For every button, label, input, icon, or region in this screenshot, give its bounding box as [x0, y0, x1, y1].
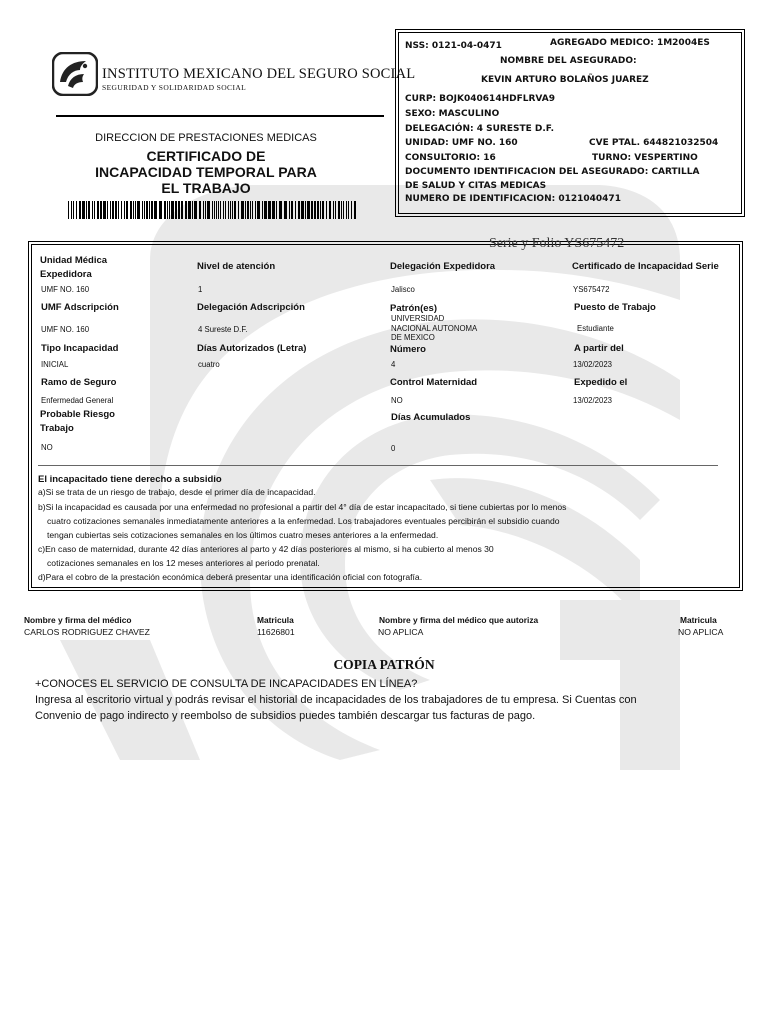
matricula-value: 11626801	[257, 627, 295, 637]
ramo-seguro-value: Enfermedad General	[41, 396, 114, 405]
certificate-title-line-2: INCAPACIDAD TEMPORAL PARA	[95, 164, 317, 180]
unidad-medica-label-line-1: Unidad Médica	[40, 255, 108, 266]
patron-value-line-3: DE MEXICO	[391, 333, 435, 342]
certificado-serie-value: YS675472	[573, 285, 610, 294]
header-divider	[56, 115, 384, 117]
probable-riesgo-label-line-1: Probable Riesgo	[40, 409, 115, 420]
expedido-value: 13/02/2023	[573, 396, 613, 405]
turno: TURNO: VESPERTINO	[592, 153, 698, 163]
patron-value-line-2: NACIONAL AUTONOMA	[391, 323, 478, 333]
subsidio-note-a: a)Si se trata de un riesgo de trabajo, desde el primer día de incapacidad.	[38, 487, 316, 497]
delegacion-adscripcion-label: Delegación Adscripción	[197, 302, 305, 313]
control-maternidad-label: Control Maternidad	[390, 377, 478, 388]
dias-autorizados-label: Días Autorizados (Letra)	[197, 343, 307, 354]
serie-folio: Serie y Folio YS675472	[489, 236, 625, 251]
subsidio-note-b-line-2: cuatro cotizaciones semanales inmediatamente anteriores a la enfermedad. Los trabajadores eventuales percibirán el subsidio cuando	[47, 516, 560, 526]
unidad-medica-label	[40, 254, 107, 282]
cve-ptal: CVE PTAL. 644821032504	[589, 138, 719, 148]
numero-value: 4	[391, 360, 396, 369]
institution-subtitle: SEGURIDAD Y SOLIDARIDAD SOCIAL	[102, 83, 247, 92]
subsidio-note-b-line-3: tengan cubiertas seis cotizaciones semanales en los últimos cuatro meses anteriores a la enfermedad.	[47, 530, 439, 540]
patron-value	[391, 314, 477, 343]
puesto-trabajo-label: Puesto de Trabajo	[574, 302, 656, 313]
subsidio-note-c-line-2: cotizaciones semanales en los 12 meses anteriores al periodo prenatal.	[47, 558, 320, 568]
curp: CURP: BOJK040614HDFLRVA9	[405, 94, 555, 104]
certificate-title-line-1: CERTIFICADO DE	[146, 148, 266, 164]
promo-line-3: Convenio de pago indirecto y reembolso de subsidios puedes también descargar tus facturas de pago.	[35, 710, 536, 722]
umf-adscripcion-label: UMF Adscripción	[41, 302, 119, 313]
nivel-atencion-value: 1	[198, 285, 203, 294]
delegacion-expedidora-label: Delegación Expedidora	[390, 261, 496, 272]
subsidio-note-d: d)Para el cobro de la prestación económica deberá presentar una identificación oficial con fotografía.	[38, 572, 423, 582]
medico-autoriza-label: Nombre y firma del médico que autoriza	[379, 615, 539, 625]
unidad: UNIDAD: UMF NO. 160	[405, 138, 518, 148]
expedido-label: Expedido el	[574, 377, 628, 388]
dias-acumulados-label: Días Acumulados	[391, 412, 471, 423]
unidad-medica-label-line-2: Expedidora	[40, 269, 92, 280]
a-partir-value: 13/02/2023	[573, 360, 613, 369]
ramo-seguro-label: Ramo de Seguro	[41, 377, 117, 388]
nivel-atencion-label: Nivel de atención	[197, 261, 276, 272]
consultorio: CONSULTORIO: 16	[405, 153, 496, 163]
medico-value: CARLOS RODRIGUEZ CHAVEZ	[24, 627, 150, 637]
promo-line-2: Ingresa al escritorio virtual y podrás revisar el historial de incapacidades de los trabajadores de tu empresa. Si Cuentas con	[35, 694, 637, 706]
nss: NSS: 0121-04-0471	[405, 41, 502, 51]
subsidio-note-c: c)En caso de maternidad, durante 42 días anteriores al parto y 42 días posteriores al mismo, si ha cubierto al menos 30	[38, 544, 494, 554]
matricula-autoriza-label: Matricula	[680, 615, 717, 625]
promo-line-1: +CONOCES EL SERVICIO DE CONSULTA DE INCAPACIDADES EN LÍNEA?	[35, 678, 418, 690]
unidad-medica-value: UMF NO. 160	[41, 285, 90, 294]
delegacion: DELEGACIÓN: 4 SURESTE D.F.	[405, 124, 555, 134]
direccion-label: DIRECCION DE PRESTACIONES MEDICAS	[95, 132, 317, 144]
puesto-trabajo-value: Estudiante	[577, 324, 614, 333]
certificate-title-line-3: EL TRABAJO	[161, 180, 251, 196]
tipo-incapacidad-label: Tipo Incapacidad	[41, 343, 119, 354]
patron-value-line-1: UNIVERSIDAD	[391, 314, 445, 323]
delegacion-adscripcion-value: 4 Sureste D.F.	[198, 325, 248, 334]
agregado-medico: AGREGADO MEDICO: 1M2004ES	[550, 38, 710, 48]
copia-patron-heading: COPIA PATRÓN	[333, 657, 435, 672]
certificate-title	[56, 148, 356, 196]
institution-name: INSTITUTO MEXICANO DEL SEGURO SOCIAL	[102, 66, 416, 82]
imss-logo-icon	[52, 52, 98, 96]
matricula-label: Matricula	[257, 615, 294, 625]
tipo-incapacidad-value: INICIAL	[41, 360, 69, 369]
delegacion-expedidora-value: Jalisco	[391, 285, 415, 294]
dias-autorizados-value: cuatro	[198, 360, 220, 369]
barcode	[68, 201, 356, 219]
patron-label: Patrón(es)	[390, 303, 437, 314]
documento-identificacion-cont: DE SALUD Y CITAS MEDICAS	[405, 181, 547, 191]
numero-identificacion: NUMERO DE IDENTIFICACION: 0121040471	[405, 194, 621, 204]
dias-acumulados-value: 0	[391, 444, 396, 453]
form-divider	[38, 465, 718, 466]
subsidio-title: El incapacitado tiene derecho a subsidio	[38, 474, 222, 485]
probable-riesgo-label	[40, 408, 115, 436]
probable-riesgo-label-line-2: Trabajo	[40, 423, 74, 434]
certificado-serie-label: Certificado de Incapacidad Serie	[572, 261, 719, 272]
umf-adscripcion-value: UMF NO. 160	[41, 325, 90, 334]
probable-riesgo-value: NO	[41, 443, 53, 452]
numero-label: Número	[390, 344, 426, 355]
control-maternidad-value: NO	[391, 396, 403, 405]
medico-autoriza-value: NO APLICA	[378, 627, 424, 637]
nombre-asegurado: KEVIN ARTURO BOLAÑOS JUAREZ	[481, 75, 649, 85]
medico-label: Nombre y firma del médico	[24, 615, 132, 625]
nombre-asegurado-label: NOMBRE DEL ASEGURADO:	[500, 56, 637, 66]
a-partir-label: A partir del	[574, 343, 624, 354]
matricula-autoriza-value: NO APLICA	[678, 627, 724, 637]
documento-identificacion: DOCUMENTO IDENTIFICACION DEL ASEGURADO: CARTILLA	[405, 167, 700, 177]
sexo: SEXO: MASCULINO	[405, 109, 500, 119]
subsidio-note-b: b)Si la incapacidad es causada por una enfermedad no profesional a partir del 4° día de estar incapacitado, si tiene cubiertas por lo menos	[38, 502, 567, 512]
